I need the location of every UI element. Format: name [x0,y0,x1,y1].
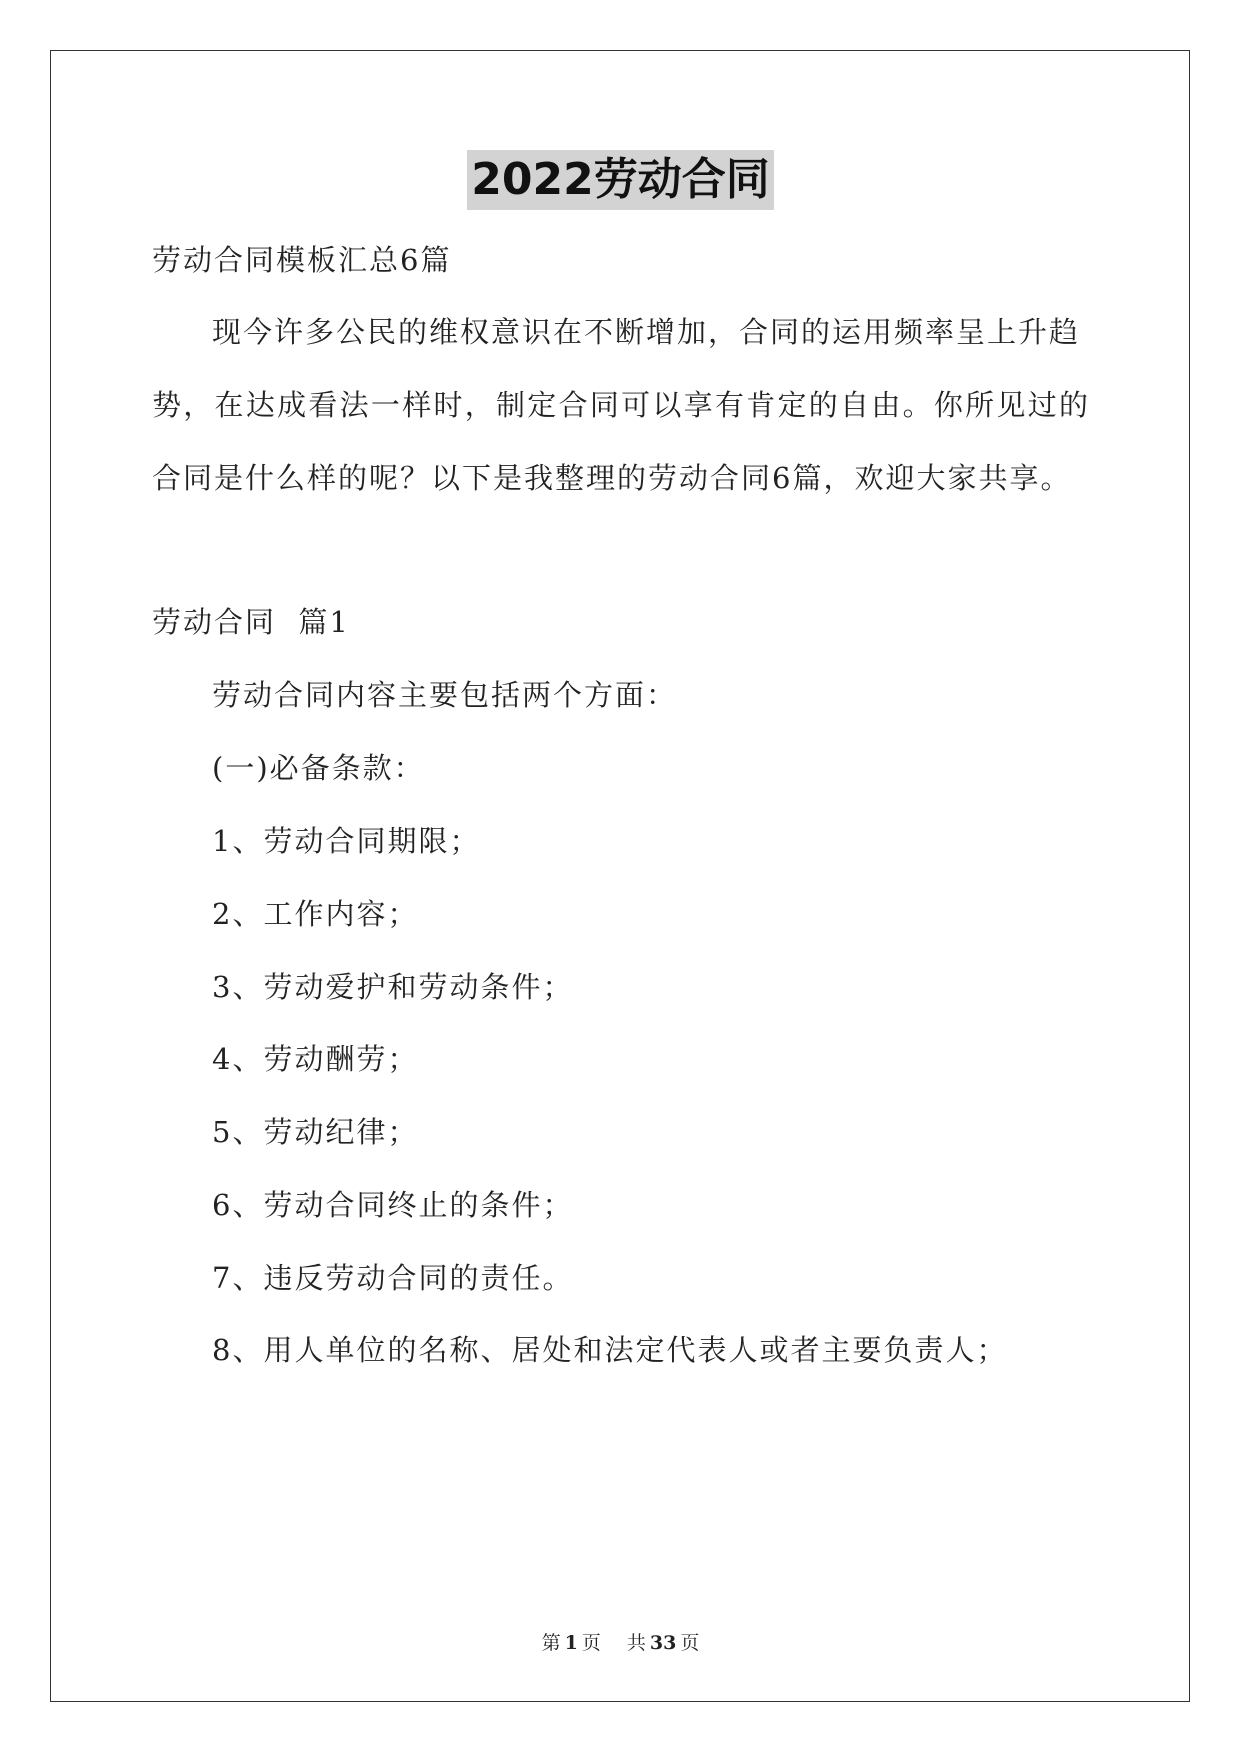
clause-item: 5、劳动纪律； [212,1115,419,1149]
clause-item: 2、工作内容； [212,897,419,931]
clause-item: 4、劳动酬劳； [212,1042,419,1076]
clause-item: 7、违反劳动合同的责任。 [212,1261,574,1295]
intro-line-2: 势，在达成看法一样时，制定合同可以享有肯定的自由。你所见过的 [152,388,1088,422]
clause-item: 6、劳动合同终止的条件； [212,1188,574,1222]
intro-line-1: 现今许多公民的维权意识在不断增加，合同的运用频率呈上升趋 [212,315,1081,349]
page-border [50,50,1190,1702]
document-subtitle: 劳动合同模板汇总6篇 [152,243,452,277]
footer-total-suffix: 页 [680,1632,700,1654]
footer-total-prefix: 共 [626,1632,646,1654]
clause-item: 1、劳动合同期限； [212,824,481,858]
document-title: 2022劳动合同 [467,150,773,210]
footer-total-pages: 33 [649,1632,677,1654]
clause-item: 8、用人单位的名称、居处和法定代表人或者主要负责人； [212,1333,1008,1367]
clause-item: 3、劳动爱护和劳动条件； [212,970,574,1004]
footer-prefix: 第 [541,1632,561,1654]
clause-heading: (一)必备条款： [212,751,425,785]
footer-page-number: 1 [564,1632,578,1654]
page-footer [0,1630,1241,1656]
footer-page-suffix: 页 [581,1632,601,1654]
section-heading: 劳动合同 篇1 [152,605,350,639]
title-wrap [0,150,1241,210]
intro-line-3: 合同是什么样的呢？以下是我整理的劳动合同6篇，欢迎大家共享。 [152,461,1072,495]
section-intro: 劳动合同内容主要包括两个方面： [212,678,678,712]
